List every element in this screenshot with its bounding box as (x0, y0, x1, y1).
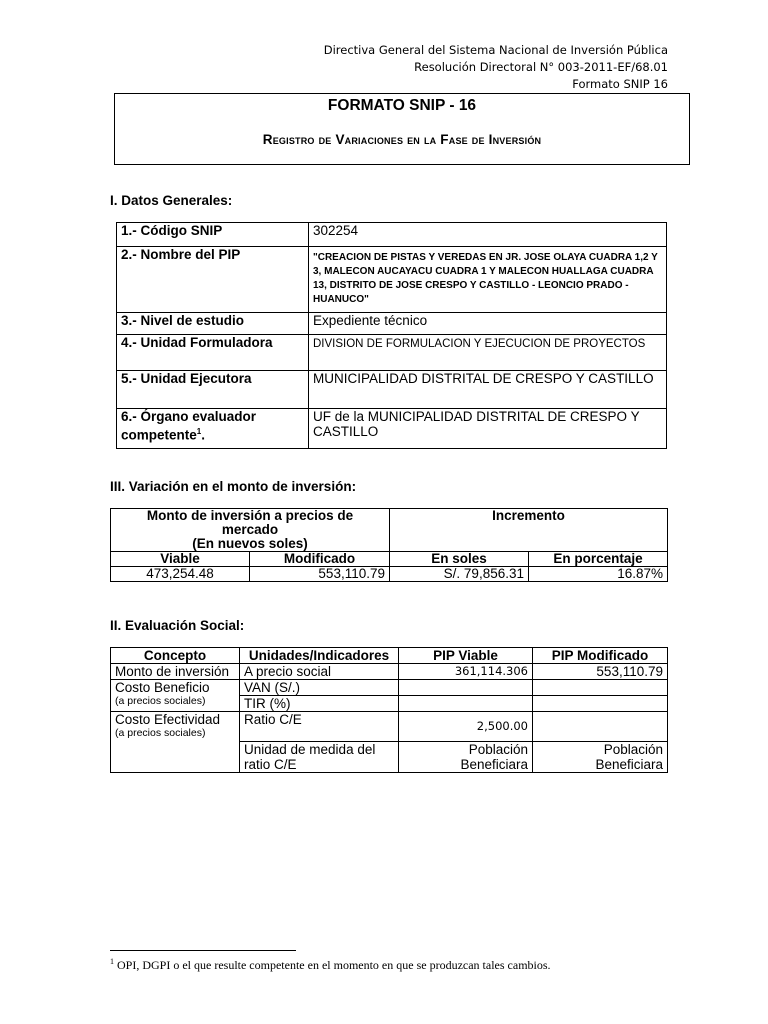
concepto-cell: Costo Beneficio (a precios sociales) (111, 680, 240, 712)
footnote-divider (110, 950, 296, 951)
section-3-title: III. Variación en el monto de inversión: (110, 479, 357, 494)
title-box (114, 93, 690, 165)
col-header: Concepto (111, 648, 240, 664)
datos-generales-table (116, 222, 667, 449)
section-2-title: II. Evaluación Social: (110, 618, 245, 633)
footnote-ref: 1 (196, 427, 202, 436)
viable-cell: 2,500.00 (399, 712, 533, 742)
unidad-cell: A precio social (240, 664, 399, 680)
row-label: 3.- Nivel de estudio (117, 313, 309, 335)
modificado-cell (533, 680, 668, 696)
footnote (110, 957, 551, 973)
form-title: FORMATO SNIP - 16 (327, 97, 477, 114)
modificado-cell: 553,110.79 (533, 664, 668, 680)
modificado-cell (533, 696, 668, 712)
value-viable: 473,254.48 (111, 567, 250, 582)
unidad-cell: Unidad de medida del ratio C/E (240, 742, 399, 773)
value-modificado: 553,110.79 (250, 567, 390, 582)
unidad-cell: TIR (%) (240, 696, 399, 712)
section-1-title: I. Datos Generales: (110, 193, 233, 208)
col-header: En porcentaje (529, 552, 668, 567)
header-line-2: Resolución Directoral N° 003-2011-EF/68.01 (414, 60, 668, 74)
table-row (117, 335, 667, 371)
col-header: En soles (390, 552, 529, 567)
row-label: 2.- Nombre del PIP (117, 247, 309, 313)
footnote-number: 1 (110, 957, 114, 966)
row-value: UF de la MUNICIPALIDAD DISTRITAL DE CRESPO Y CASTILLO (309, 409, 667, 449)
value-en-porcentaje: 16.87% (529, 567, 668, 582)
row-value: DIVISION DE FORMULACION Y EJECUCION DE PROYECTOS (309, 335, 667, 371)
table-row (111, 552, 668, 567)
form-subtitle: Registro de Variaciones en la Fase de Inversión (262, 132, 542, 147)
col-header: Viable (111, 552, 250, 567)
modificado-cell (533, 712, 668, 742)
row-label: 4.- Unidad Formuladora (117, 335, 309, 371)
table-row (117, 371, 667, 409)
row-label: 1.- Código SNIP (117, 223, 309, 247)
table-row (117, 223, 667, 247)
document-header (324, 42, 668, 93)
evaluacion-social-table (110, 647, 668, 773)
concepto-cell: Costo Efectividad (a precios sociales) (111, 712, 240, 773)
footnote-text: OPI, DGPI o el que resulte competente en el momento en que se produzcan tales cambios. (117, 958, 551, 972)
table-row (117, 313, 667, 335)
table-row (111, 680, 668, 696)
table-row (111, 712, 668, 742)
row-value: 302254 (309, 223, 667, 247)
concepto-cell: Monto de inversión (111, 664, 240, 680)
value-en-soles: S/. 79,856.31 (390, 567, 529, 582)
head-left: Monto de inversión a precios de mercado (En nuevos soles) (111, 509, 390, 552)
table-row (111, 664, 668, 680)
row-label: 6.- Órgano evaluador competente$^1$. (117, 409, 309, 449)
row-value: Expediente técnico (309, 313, 667, 335)
row-label: 5.- Unidad Ejecutora (117, 371, 309, 409)
row-value: MUNICIPALIDAD DISTRITAL DE CRESPO Y CASTILLO (309, 371, 667, 409)
viable-cell: Población Beneficiara (399, 742, 533, 773)
unidad-cell: Ratio C/E (240, 712, 399, 742)
table-row (117, 409, 667, 449)
header-line-3: Formato SNIP 16 (572, 77, 668, 91)
viable-cell (399, 680, 533, 696)
modificado-cell: Población Beneficiara (533, 742, 668, 773)
head-right: Incremento (390, 509, 668, 552)
col-header: PIP Viable (399, 648, 533, 664)
table-row (111, 567, 668, 582)
col-header: Unidades/Indicadores (240, 648, 399, 664)
viable-cell: 361,114.306 (399, 664, 533, 680)
viable-cell (399, 696, 533, 712)
col-header: Modificado (250, 552, 390, 567)
table-row (111, 648, 668, 664)
unidad-cell: VAN (S/.) (240, 680, 399, 696)
col-header: PIP Modificado (533, 648, 668, 664)
table-row (117, 247, 667, 313)
header-line-1: Directiva General del Sistema Nacional de Inversión Pública (323, 43, 668, 57)
table-row (111, 509, 668, 552)
row-value: "CREACION DE PISTAS Y VEREDAS EN JR. JOSE OLAYA CUADRA 1,2 Y 3, MALECON AUCAYACU CUADRA 1 Y MALECON HUALLAGA CUADRA 13, DISTRITO DE JOSE CRESPO Y CASTILLO - LEONCIO PRADO - HUANUCO" (309, 247, 667, 313)
variacion-monto-table (110, 508, 668, 582)
